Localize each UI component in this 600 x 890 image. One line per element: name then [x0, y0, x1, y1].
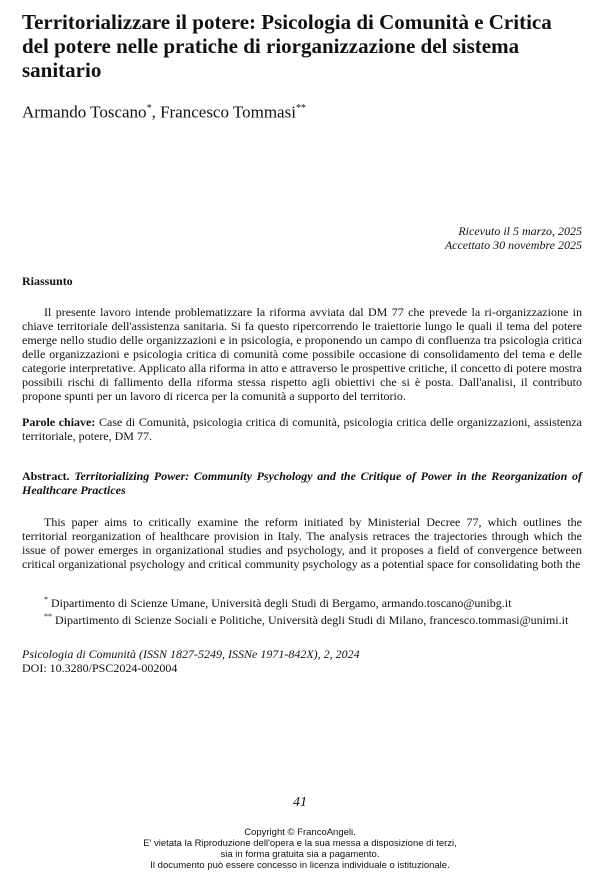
- copyright-notice: [0, 827, 600, 871]
- keywords: [22, 415, 582, 443]
- footnote-text: Dipartimento di Scienze Sociali e Politiche, Università degli Studi di Milano, francesco.tommasi@unimi.it: [55, 612, 569, 627]
- keywords-label: Parole chiave:: [22, 414, 96, 429]
- journal-citation: Psicologia di Comunità (ISSN 1827-5249, ISSNe 1971-842X), 2, 2024: [22, 646, 360, 661]
- copyright-line: Il documento può essere concesso in licenza individuale o istituzionale.: [150, 860, 450, 871]
- footnotes: [22, 593, 582, 627]
- keywords-text: Case di Comunità, psicologia critica di comunità, psicologia critica delle organizzazioni, assistenza territoriale, potere, DM 77.: [22, 414, 583, 443]
- article-title: Territorializzare il potere: Psicologia di Comunità e Critica del potere nelle pratiche di riorganizzazione del sistema sanitario: [22, 10, 552, 82]
- author-list: [22, 98, 582, 124]
- author-footnote-mark: *: [146, 103, 152, 114]
- copyright-line: sia in forma gratuita sia a pagamento.: [220, 849, 380, 860]
- footnote-mark: *: [44, 594, 48, 604]
- article-page: [22, 10, 582, 675]
- footnote-mark: **: [44, 611, 52, 621]
- abstract-heading: [22, 469, 582, 497]
- copyright-line: Copyright © FrancoAngeli.: [244, 827, 356, 838]
- footnote: [22, 610, 582, 627]
- footnote-text: Dipartimento di Scienze Umane, Università degli Studi di Bergamo, armando.toscano@unibg.it: [51, 595, 512, 610]
- copyright-line: E' vietata la Riproduzione dell'opera e la sua messa a disposizione di terzi,: [143, 838, 457, 849]
- journal-info: [22, 647, 582, 675]
- riassunto-text: Il presente lavoro intende problematizzare la riforma avviata dal DM 77 che prevede la ri-organizzazione in chiave territoriale dell'assistenza sanitaria. Si fa questo ripercorrendo le traiettorie lungo le quali il tema del potere emerge nello studio delle organizzazioni e in psicologia, e proponendo un campo di confluenza tra psicologia critica delle organizzazioni e psicologia critica di comunità come possibile occasione di consolidamento del tema e delle categorie interpretative. Applicato alla riforma in atto e attraverso le prospettive critiche, il concetto di potere mostra possibili rischi di fallimento della riforma stessa rispetto agli obiettivi che si è posta. Dall'analisi, il contributo propone spunti per un lavoro di ricerca per la comunità a supporto del territorio.: [22, 304, 582, 403]
- doi: DOI: 10.3280/PSC2024-002004: [22, 660, 178, 675]
- riassunto-heading: Riassunto: [22, 273, 73, 288]
- page-number: 41: [293, 795, 307, 810]
- received-date: Ricevuto il 5 marzo, 2025: [458, 223, 582, 238]
- author-footnote-mark: **: [295, 103, 306, 114]
- author-name: Armando Toscano: [22, 102, 147, 122]
- author-name: Francesco Tommasi: [160, 102, 296, 122]
- abstract-text: This paper aims to critically examine the reform initiated by Ministerial Decree 77, which outlines the territorial reorganization of healthcare provision in Italy. The analysis retraces the trajectories through which the issue of power emerges in organizational studies and psychology, and it proposes a field of convergence between critical organizational psychology and critical community psychology as a potential space for consolidating both the: [22, 514, 582, 571]
- abstract-label: Abstract.: [22, 468, 70, 483]
- abstract-title: Territorializing Power: Community Psychology and the Critique of Power in the Reorganization of Healthcare Practices: [22, 468, 582, 497]
- author-separator: ,: [151, 102, 161, 122]
- footnote: [22, 593, 582, 610]
- submission-dates: [22, 224, 582, 252]
- accepted-date: Accettato 30 novembre 2025: [444, 237, 582, 252]
